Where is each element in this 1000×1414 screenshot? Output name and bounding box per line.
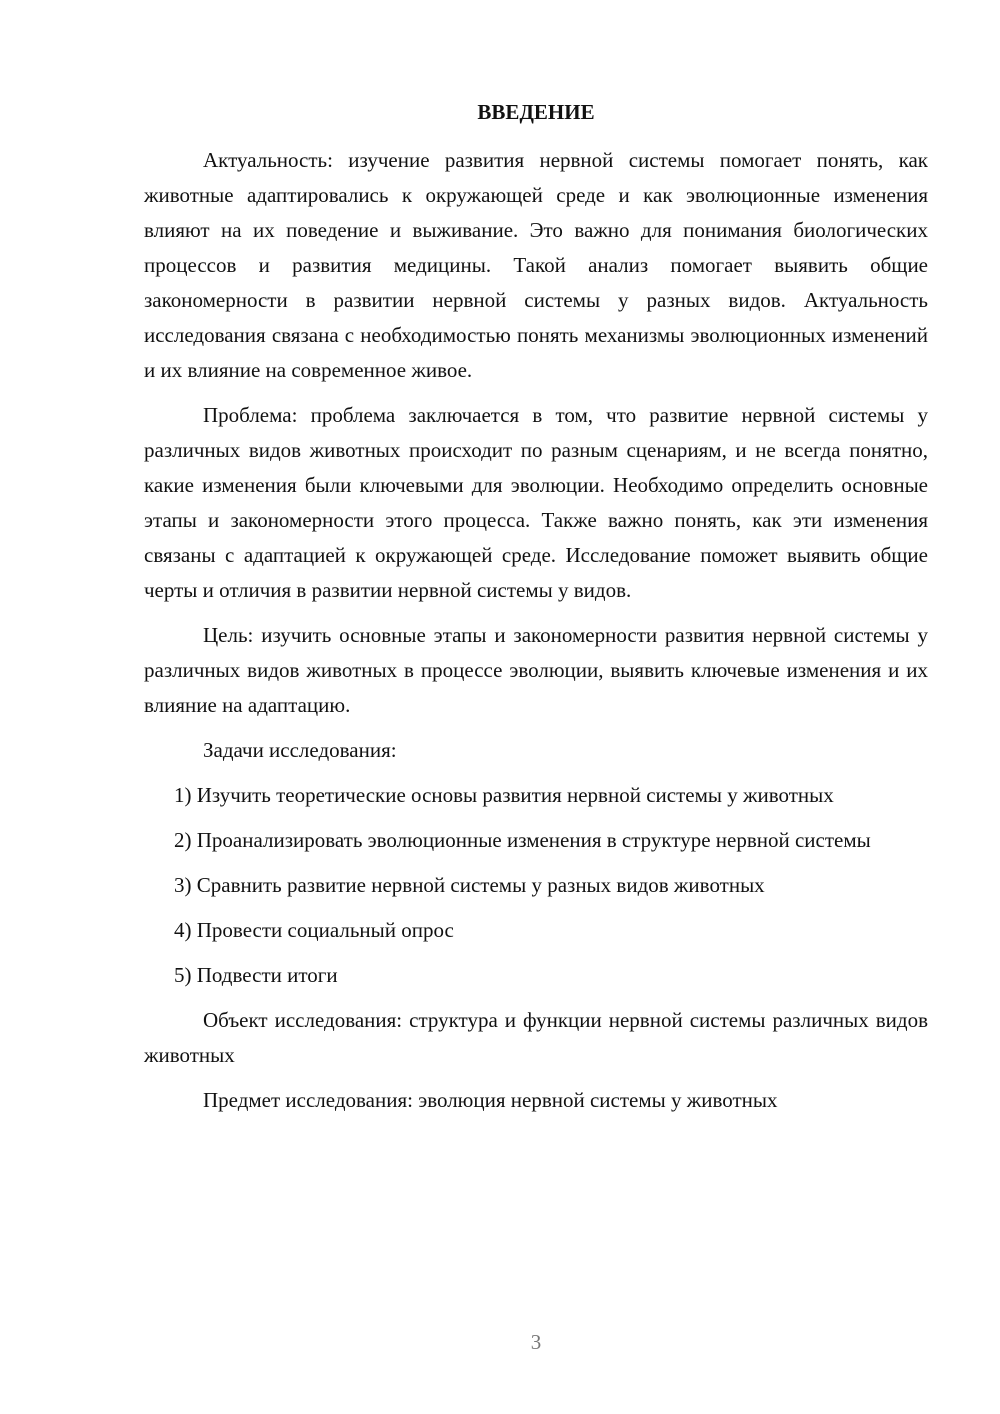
paragraph-object: Объект исследования: структура и функции нервной системы различных видов животных (144, 1008, 928, 1067)
list-item: 3) Сравнить развитие нервной системы у разных видов животных (174, 873, 765, 897)
paragraph-subject: Предмет исследования: эволюция нервной системы у животных (203, 1088, 778, 1112)
document-page (144, 95, 928, 1118)
list-item: 2) Проанализировать эволюционные изменения в структуре нервной системы (174, 828, 871, 852)
section-title: ВВЕДЕНИЕ (477, 100, 595, 124)
paragraph-tasks-heading: Задачи исследования: (203, 738, 397, 762)
list-item: 4) Провести социальный опрос (174, 918, 454, 942)
paragraph-relevance: Актуальность: изучение развития нервной системы помогает понять, как животные адаптировались к окружающей среде и как эволюционные изменения влияют на их поведение и выживание. Это важно для понимания биологических процессов и развития медицины. Такой анализ помогает выявить общие закономерности в развитии нервной системы у разных видов. Актуальность исследования связана с необходимостью понять механизмы эволюционных изменений и их влияние на современное живое. (144, 148, 928, 382)
tasks-list (144, 778, 928, 993)
page-number: 3 (530, 1330, 542, 1354)
paragraph-problem: Проблема: проблема заключается в том, что развитие нервной системы у различных видов животных происходит по разным сценариям, и не всегда понятно, какие изменения были ключевыми для эволюции. Необходимо определить основные этапы и закономерности этого процесса. Также важно понять, как эти изменения связаны с адаптацией к окружающей среде. Исследование поможет выявить общие черты и отличия в развитии нервной системы у видов. (144, 403, 928, 602)
list-item: 5) Подвести итоги (174, 963, 338, 987)
paragraph-goal: Цель: изучить основные этапы и закономерности развития нервной системы у различных видов животных в процессе эволюции, выявить ключевые изменения и их влияние на адаптацию. (144, 623, 928, 717)
list-item: 1) Изучить теоретические основы развития нервной системы у животных (174, 783, 834, 807)
